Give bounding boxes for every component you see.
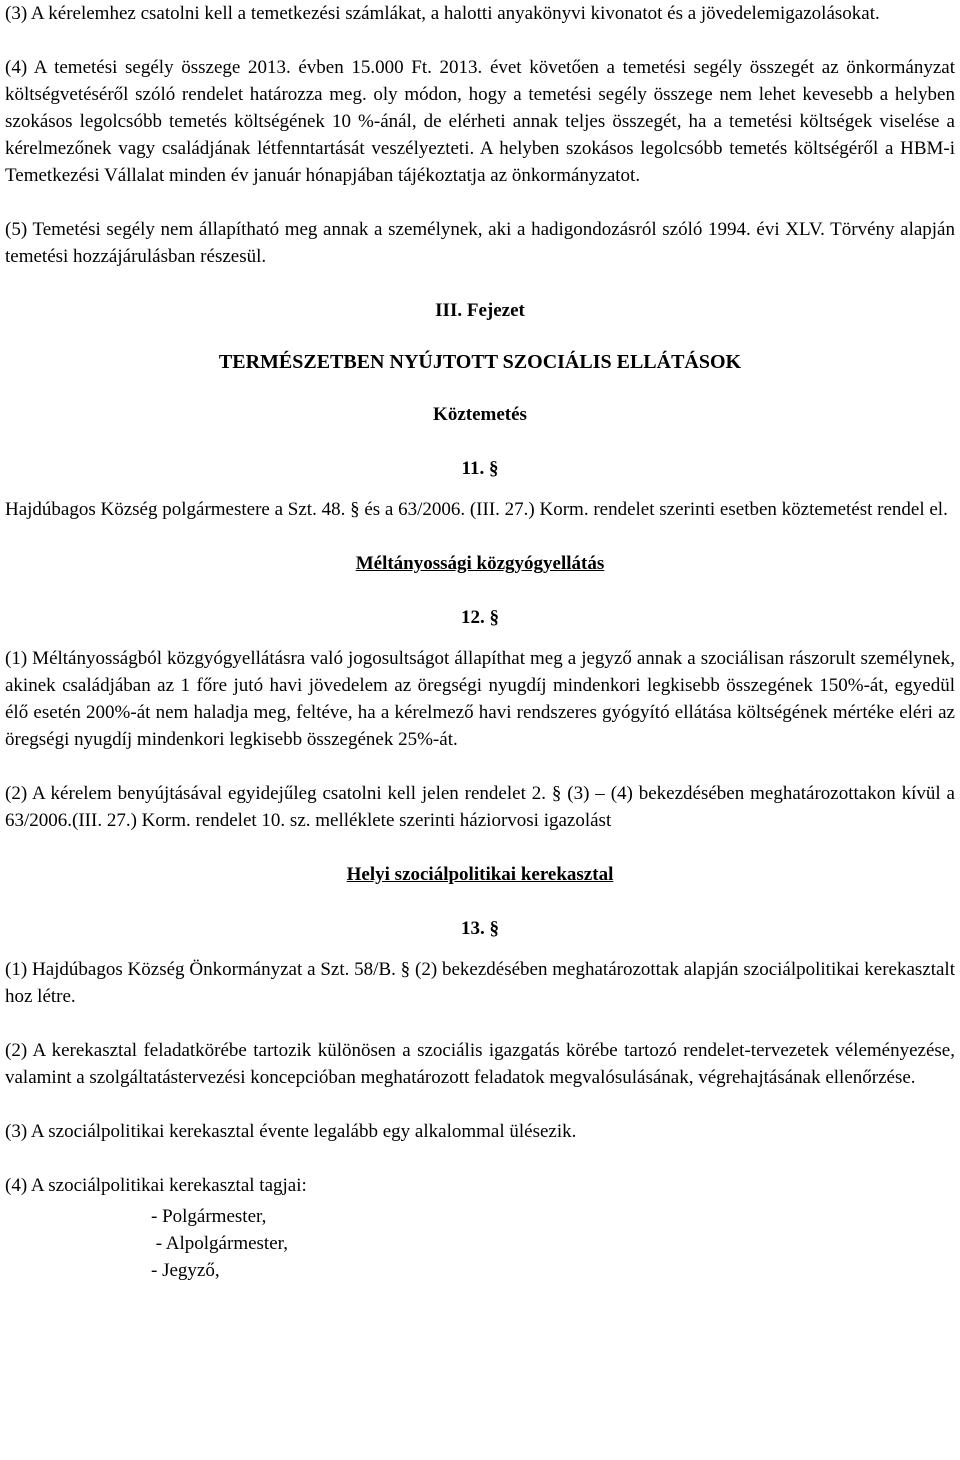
chapter-number: III. Fejezet: [435, 300, 525, 321]
section-13-symbol: §: [489, 918, 499, 939]
paragraph-5: (5) Temetési segély nem állapítható meg annak a személynek, aki a hadigondozásról szóló 1994. évi XLV. Törvény alapján temetési hozzájárulásban részesül.: [5, 219, 955, 267]
list-item: - Polgármester,: [151, 1206, 267, 1227]
list-item: - Alpolgármester,: [151, 1233, 288, 1254]
section-11-number: [5, 455, 955, 482]
section-11-text: Hajdúbagos Község polgármestere a Szt. 48. § és a 63/2006. (III. 27.) Korm. rendelet szerinti esetben köztemetést rendel el.: [5, 499, 948, 520]
section-11-symbol: §: [488, 458, 499, 479]
section-11-number-text: 11.: [461, 458, 485, 479]
section-12-paragraph-1: (1) Méltányosságból közgyógyellátásra való jogosultságot állapíthat meg a jegyző annak a szociálisan rászorult személynek, akinek családjában az 1 főre jutó havi jövedelem az öregségi nyugdíj mindenkori legkisebb összegének 150%-át, egyedül élő esetén 200%-át nem haladja meg, feltéve, ha a kérelmező havi rendszeres gyógyító ellátása költségének mértéke eléri az öregségi nyugdíj mindenkori legkisebb összegének 25%-át.: [5, 648, 955, 750]
section-13-paragraph-2: (2) A kerekasztal feladatkörébe tartozik különösen a szociális igazgatás körébe tartozó rendelet-tervezetek véleményezése, valamint a szolgáltatástervezési koncepcióban meghatározott feladatok megvalósulásának, végrehajtásának ellenőrzése.: [5, 1040, 955, 1088]
chapter-title: TERMÉSZETBEN NYÚJTOTT SZOCIÁLIS ELLÁTÁSOK: [218, 351, 742, 373]
section-13-number: [5, 915, 955, 942]
section-13-number-text: 13.: [461, 918, 485, 939]
section-12-number: [5, 604, 955, 631]
section-11-heading: Köztemetés: [433, 404, 527, 425]
section-13-paragraph-1: (1) Hajdúbagos Község Önkormányzat a Szt. 58/B. § (2) bekezdésében meghatározottak alapján szociálpolitikai kerekasztalt hoz létre.: [5, 959, 955, 1007]
section-13-paragraph-4: (4) A szociálpolitikai kerekasztal tagjai:: [5, 1175, 307, 1196]
section-13-paragraph-3: (3) A szociálpolitikai kerekasztal évente legalább egy alkalommal ülésezik.: [5, 1121, 577, 1142]
paragraph-3: (3) A kérelemhez csatolni kell a temetkezési számlákat, a halotti anyakönyvi kivonatot és a jövedelemigazolásokat.: [5, 3, 880, 24]
section-13-heading: Helyi szociálpolitikai kerekasztal: [346, 864, 614, 885]
member-list: [151, 1203, 955, 1284]
paragraph-4: (4) A temetési segély összege 2013. évben 15.000 Ft. 2013. évet követően a temetési segély összegét az önkormányzat költségvetéséről szóló rendelet határozza meg. oly módon, hogy a temetési segély összege nem lehet kevesebb a helyben szokásos legolcsóbb temetés költségének 10 %-ánál, de elérheti annak teljes összegét, ha a temetési költségek viselése a kérelmezőnek vagy családjának létfenntartását veszélyezteti. A helyben szokásos legolcsóbb temetés költségéről a HBM-i Temetkezési Vállalat minden év január hónapjában tájékoztatja az önkormányzatot.: [5, 57, 955, 186]
section-12-paragraph-2: (2) A kérelem benyújtásával egyidejűleg csatolni kell jelen rendelet 2. § (3) – (4) bekezdésében meghatározottakon kívül a 63/2006.(III. 27.) Korm. rendelet 10. sz. melléklete szerinti háziorvosi igazolást: [5, 783, 955, 831]
list-item: - Jegyző,: [151, 1260, 220, 1281]
section-12-symbol: §: [489, 607, 499, 628]
section-12-heading: Méltányossági közgyógyellátás: [355, 553, 605, 574]
section-12-number-text: 12.: [461, 607, 485, 628]
